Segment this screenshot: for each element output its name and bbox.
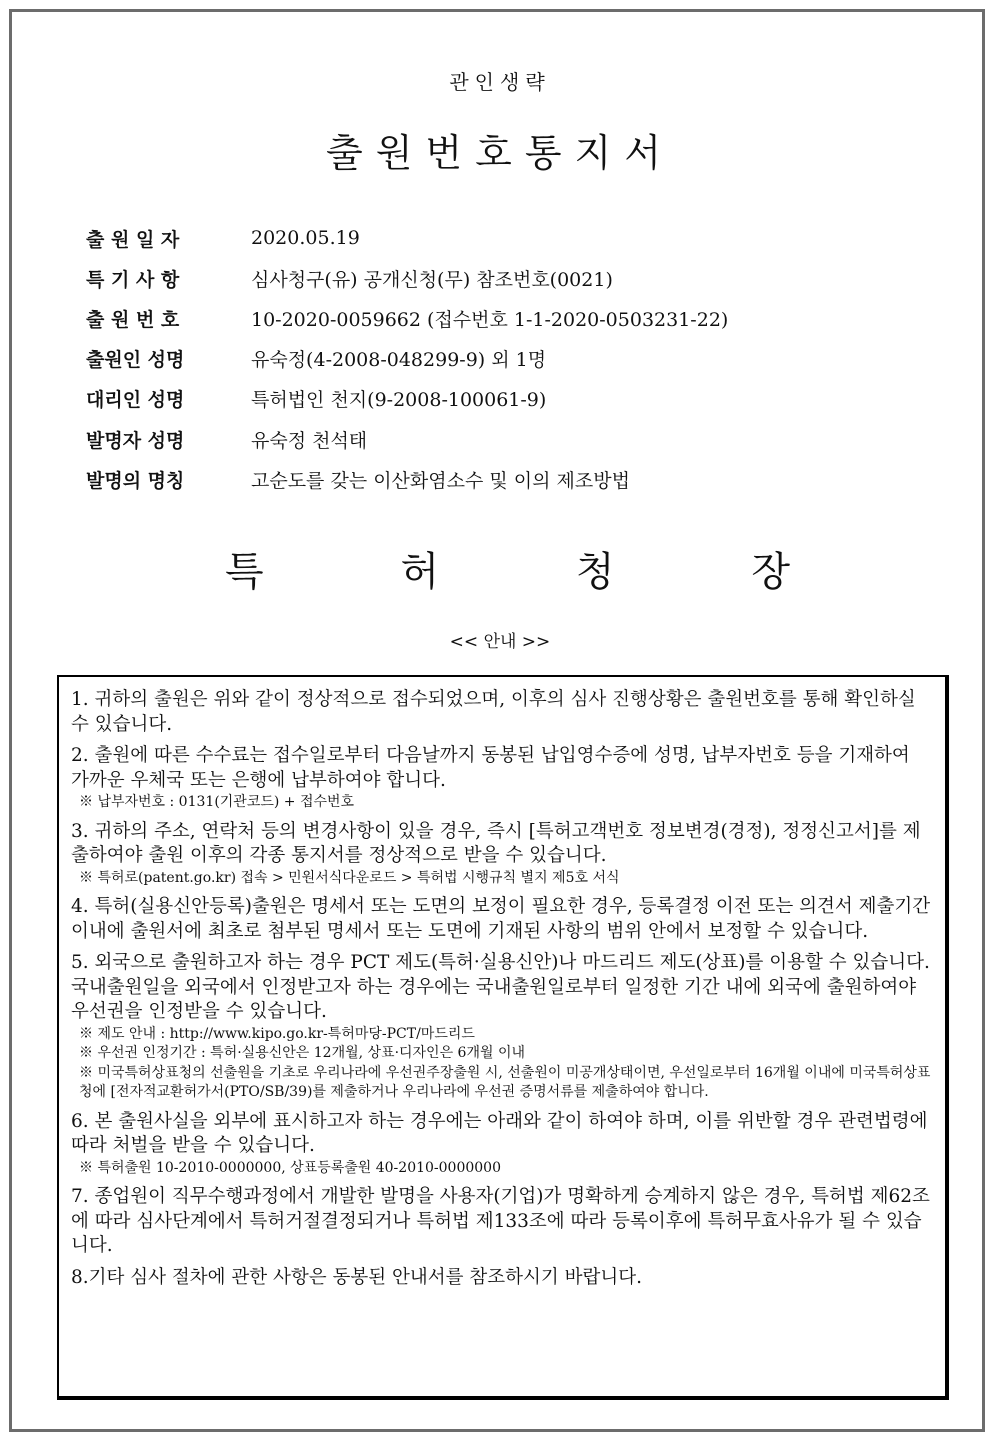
field-label: 발명의 명칭 [86, 469, 185, 492]
notice-item-3 [71, 820, 933, 889]
notice-text: 4. 특허(실용신안등록)출원은 명세서 또는 도면의 보정이 필요한 경우, 등록결정 이전 또는 의견서 제출기간 이내에 출원서에 최초로 첨부된 명세서 또는 도면에 기재된 사항의 범위 안에서 보정할 수 있습니다. [71, 896, 931, 942]
notice-text: 7. 종업원이 직무수행과정에서 개발한 발명을 사용자(기업)가 명확하게 승계하지 않은 경우, 특허법 제62조에 따라 심사단계에서 특허거절결정되거나 특허법 제133조에 따라 등록이후에 특허무효사유가 될 수 있습니다. [71, 1186, 930, 1256]
office-char: 청 [575, 549, 615, 595]
notice-text: 1. 귀하의 출원은 위와 같이 정상적으로 접수되었으며, 이후의 심사 진행상황은 출원번호를 통해 확인하실 수 있습니다. [71, 689, 916, 735]
field-row-invention-title [86, 459, 946, 499]
notice-text: 2. 출원에 따른 수수료는 접수일로부터 다음날까지 동봉된 납입영수증에 성명, 납부자번호 등을 기재하여 가까운 우체국 또는 은행에 납부하여야 합니다. [71, 745, 910, 791]
field-row-applicant [86, 339, 946, 379]
field-row-filing-date [86, 218, 946, 258]
office-char: 허 [400, 549, 440, 595]
field-label: 대리인 성명 [86, 389, 185, 412]
issuing-office [225, 540, 790, 597]
field-value: 2020.05.19 [251, 227, 360, 250]
field-label: 발명자 성명 [86, 429, 185, 452]
field-label: 출 원 일 자 [86, 228, 180, 251]
notice-item-1 [71, 688, 933, 737]
office-char: 특 [225, 549, 264, 595]
field-value: 유숙정 천석태 [251, 429, 368, 452]
field-row-application-number [86, 298, 946, 338]
notice-note: ※ 우선권 인정기간 : 특허·실용신안은 12개월, 상표·디자인은 6개월 이내 [79, 1045, 526, 1061]
document-title: 출원번호통지서 [326, 131, 674, 175]
application-fields [86, 218, 946, 499]
guide-heading: << 안내 >> [449, 632, 551, 652]
field-row-inventor [86, 419, 946, 459]
office-char: 장 [751, 549, 790, 595]
field-label: 출원인 성명 [86, 349, 185, 372]
field-label: 특 기 사 항 [86, 268, 180, 291]
notice-item-4 [71, 895, 933, 944]
field-value: 유숙정(4-2008-048299-9) 외 1명 [251, 349, 547, 372]
notice-note: ※ 특허출원 10-2010-0000000, 상표등록출원 40-2010-0000000 [79, 1159, 502, 1176]
field-value: 고순도를 갖는 이산화염소수 및 이의 제조방법 [251, 469, 630, 492]
notice-note: ※ 미국특허상표청의 선출원을 기초로 우리나라에 우선권주장출원 시, 선출원이 미공개상태이면, 우선일로부터 16개월 이내에 미국특허상표청에 [전자적교환허가서(PTO/SB/39)를 제출하거나 우리나라에 우선권 증명서류를 제출하여야 합니다. [79, 1064, 931, 1100]
notice-text: 3. 귀하의 주소, 연락처 등의 변경사항이 있을 경우, 즉시 [특허고객번호 정보변경(경정), 정정신고서]를 제출하여야 출원 이후의 각종 통지서를 정상적으로 받을 수 있습니다. [71, 820, 921, 866]
field-value: 심사청구(유) 공개신청(무) 참조번호(0021) [251, 268, 613, 291]
notice-item-6 [71, 1110, 933, 1179]
field-value: 특허법인 천지(9-2008-100061-9) [251, 389, 547, 412]
notice-text: 8.기타 심사 절차에 관한 사항은 동봉된 안내서를 참조하시기 바랍니다. [71, 1266, 642, 1288]
notice-box [57, 675, 949, 1400]
notice-item-8 [71, 1266, 933, 1291]
notice-item-5 [71, 951, 933, 1103]
notice-item-7 [71, 1185, 933, 1259]
notice-item-2 [71, 744, 933, 813]
field-row-agent [86, 379, 946, 419]
notice-text: 5. 외국으로 출원하고자 하는 경우 PCT 제도(특허·실용신안)나 마드리드 제도(상표)를 이용할 수 있습니다. 국내출원일을 외국에서 인정받고자 하는 경우에는 국내출원일로부터 일정한 기간 내에 외국에 출원하여야 우선권을 인정받을 수 있습니다. [71, 952, 930, 1022]
field-value: 10-2020-0059662 (접수번호 1-1-2020-0503231-22) [251, 308, 729, 331]
notice-text: 6. 본 출원사실을 외부에 표시하고자 하는 경우에는 아래와 같이 하여야 하며, 이를 위반할 경우 관련법령에 따라 처벌을 받을 수 있습니다. [71, 1110, 928, 1156]
notice-note: ※ 납부자번호 : 0131(기관코드) + 접수번호 [79, 794, 355, 810]
notice-note: ※ 제도 안내 : http://www.kipo.go.kr-특허마당-PCT/마드리드 [79, 1025, 475, 1042]
notice-note: ※ 특허로(patent.go.kr) 접속 > 민원서식다운로드 > 특허법 시행규칙 별지 제5호 서식 [79, 869, 620, 886]
field-label: 출 원 번 호 [86, 308, 180, 331]
stamp-omitted: 관인생략 [449, 70, 551, 94]
field-row-special-notes [86, 258, 946, 298]
